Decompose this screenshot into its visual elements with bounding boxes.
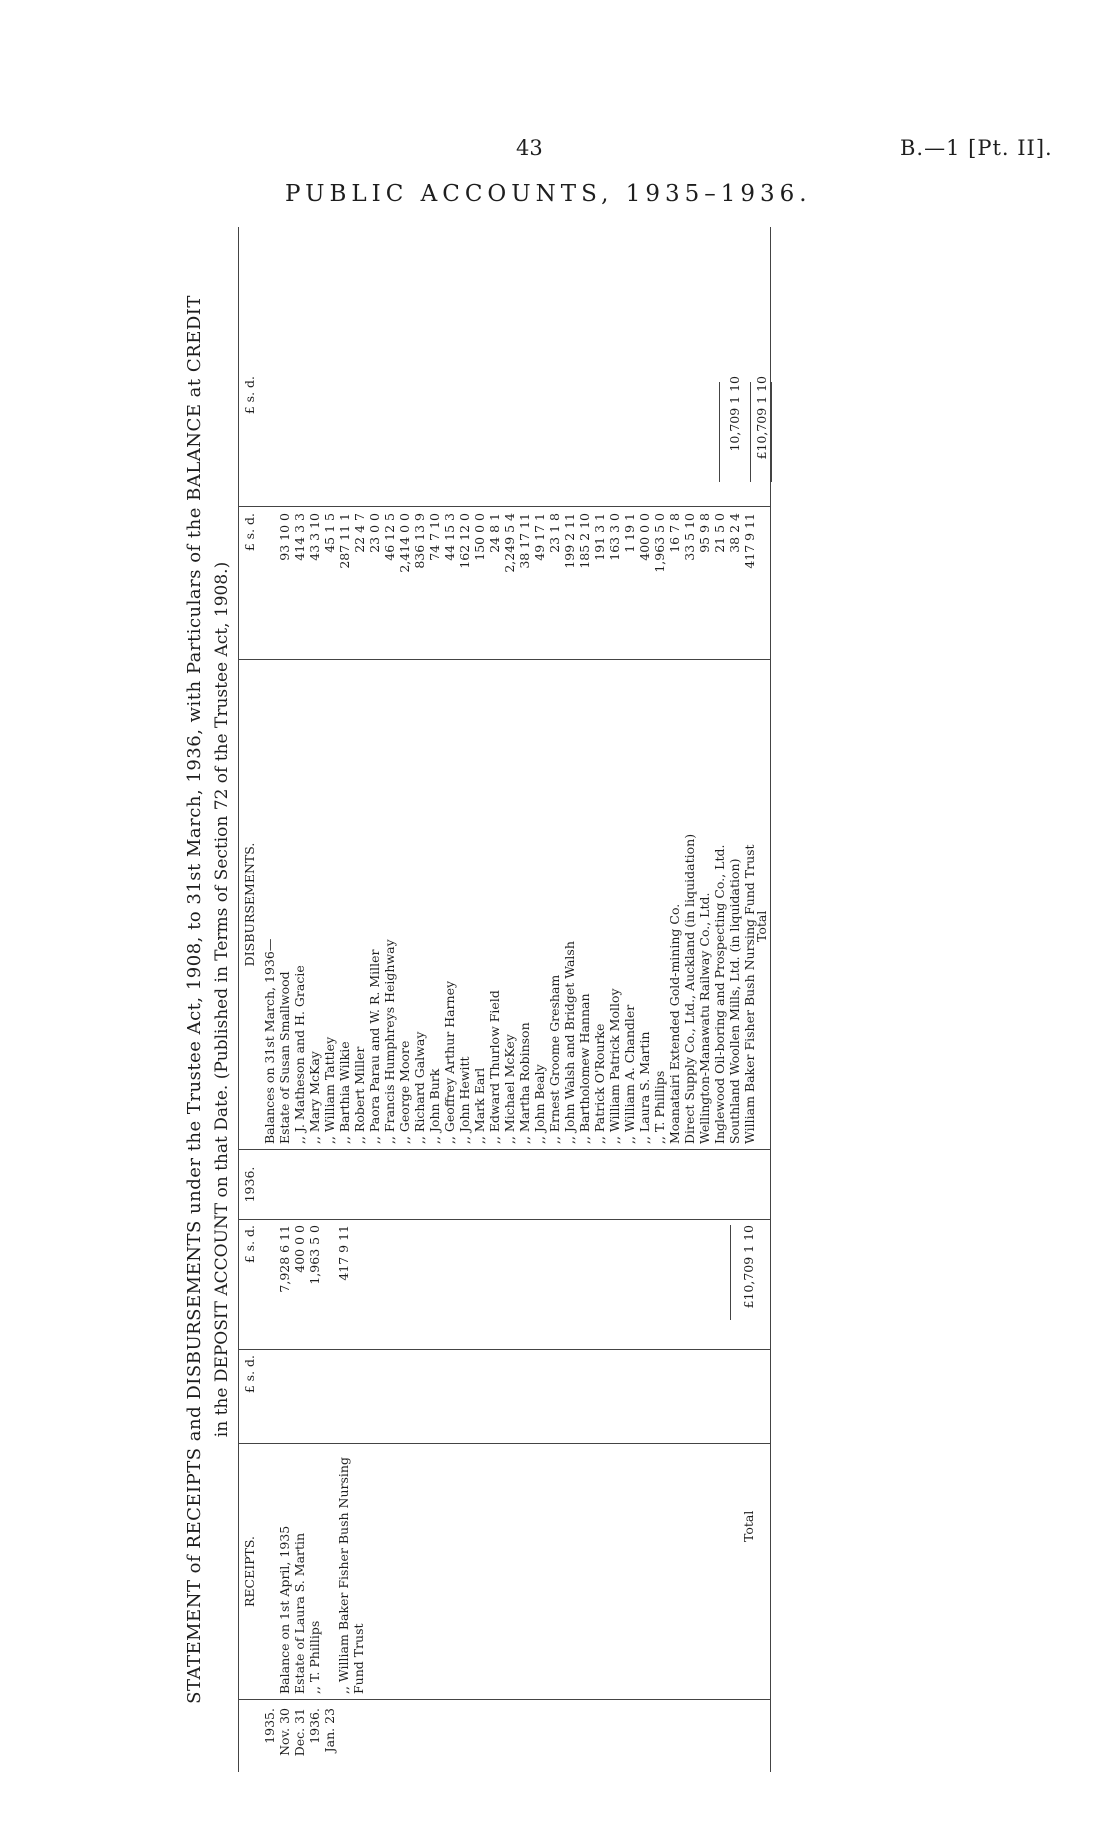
disb-text-column-rule <box>238 659 771 660</box>
disb-row-amount: 2,249 5 4 <box>502 513 517 573</box>
receipt-row-text: Balance on 1st April, 1935 <box>277 1525 292 1694</box>
disb-total-label: Total <box>754 910 769 942</box>
disb-items-header: £ s. d. <box>242 513 257 552</box>
statement-title-line2: in the DEPOSIT ACCOUNT on that Date. (Published in Terms of Section 72 of the Trustee Act, 1908.) <box>212 561 232 1438</box>
disb-row-name: ,, Robert Miller <box>352 1046 367 1144</box>
disb-row-name: Inglewood Oil-boring and Prospecting Co., Ltd. <box>712 844 727 1144</box>
disb-row-amount: 16 7 8 <box>667 513 682 553</box>
disb-row-name: ,, William Patrick Molloy <box>607 988 622 1144</box>
disb-row-amount: 45 1 5 <box>322 513 337 553</box>
receipts-heading: RECEIPTS. <box>242 1536 257 1608</box>
disb-row-amount: 185 2 10 <box>577 513 592 569</box>
disb-row-amount: 43 3 10 <box>307 513 322 561</box>
disbursements-heading: DISBURSEMENTS. <box>242 842 257 967</box>
disb-row-name: ,, William Tattley <box>322 1036 337 1144</box>
disb-row-name: ,, Laura S. Martin <box>637 1031 652 1144</box>
disb-row-name: Estate of Susan Smallwood <box>277 971 292 1144</box>
receipts-total-amount: £10,709 1 10 <box>741 1225 756 1309</box>
disb-row-amount: 49 17 1 <box>532 513 547 561</box>
disb-subtotal-rule <box>719 382 720 482</box>
disb-row-amount: 414 3 3 <box>292 513 307 561</box>
disb-row-name: ,, John Walsh and Bridget Walsh <box>562 941 577 1144</box>
disb-row-amount: 95 9 8 <box>697 513 712 553</box>
receipt-row-text: Estate of Laura S. Martin <box>292 1532 307 1694</box>
disb-row-name: Moanatairi Extended Gold-mining Co. <box>667 903 682 1144</box>
receipt-date-year-1936: 1936. <box>307 1708 322 1744</box>
disb-row-name: ,, Mark Earl <box>472 1067 487 1144</box>
page-number: 43 <box>516 136 543 160</box>
disb-row-name: Wellington-Manawatu Railway Co., Ltd. <box>697 892 712 1144</box>
disb-row-name: ,, Michael McKey <box>502 1034 517 1144</box>
disb-row-amount: 417 9 11 <box>742 513 757 569</box>
disb-row-amount: 33 5 10 <box>682 513 697 561</box>
disb-row-name: ,, Ernest Groome Gresham <box>547 974 562 1144</box>
disb-row-amount: 400 0 0 <box>637 513 652 561</box>
disb-row-amount: 46 12 5 <box>382 513 397 561</box>
disb-row-name: William Baker Fisher Bush Nursing Fund Trust <box>742 844 757 1144</box>
disb-row-amount: 38 2 4 <box>727 513 742 553</box>
statement-title-line1: STATEMENT of RECEIPTS and DISBURSEMENTS under the Trustee Act, 1908, to 31st March, 1936, with Particulars of the BALANCE at CREDIT <box>184 295 205 1704</box>
receipts-amount-column-rule <box>238 1349 771 1350</box>
receipt-row-amount: 417 9 11 <box>336 1225 351 1281</box>
disb-row-amount: 24 8 1 <box>487 513 502 553</box>
disb-row-amount: 836 13 9 <box>412 513 427 569</box>
receipts-total-label: Total <box>741 1510 756 1542</box>
disb-intro-line: Balances on 31st March, 1936— <box>262 938 277 1144</box>
receipt-row-amount: 7,928 6 11 <box>277 1225 292 1293</box>
disb-row-amount: 44 15 3 <box>442 513 457 561</box>
receipts-currency-header: £ s. d. <box>242 1355 257 1394</box>
disb-row-name: ,, Bartholomew Hannan <box>577 993 592 1144</box>
disb-row-name: ,, Geoffrey Arthur Harney <box>442 980 457 1144</box>
disb-row-name: ,, John Burk <box>427 1068 442 1144</box>
page-reference: B.—1 [Pt. II]. <box>900 136 1053 160</box>
disb-row-amount: 287 11 1 <box>337 513 352 569</box>
receipt-row-amount: 1,963 5 0 <box>307 1225 322 1285</box>
receipt-row-text: ,, William Baker Fisher Bush Nursing Fund Trust <box>336 1457 366 1694</box>
disb-row-name: Southland Woollen Mills, Ltd. (in liquidation) <box>727 858 742 1144</box>
receipt-date-jan-23: Jan. 23 <box>322 1708 337 1753</box>
disb-total-header: £ s. d. <box>242 376 257 415</box>
disb-row-name: ,, John Hewitt <box>457 1056 472 1144</box>
receipts-disbursements-divider <box>238 1219 771 1220</box>
receipts-amount-header: £ s. d. <box>242 1225 257 1264</box>
receipts-total-rule <box>730 1225 731 1320</box>
disb-row-name: ,, William A. Chandler <box>622 1004 637 1144</box>
disb-row-name: ,, Martha Robinson <box>517 1022 532 1144</box>
frame-top-rule <box>238 227 239 1772</box>
receipt-date-nov-30: Nov. 30 <box>277 1708 292 1756</box>
receipt-date-year-1935: 1935. <box>262 1708 277 1744</box>
disb-row-amount: 22 4 7 <box>352 513 367 553</box>
disb-row-name: ,, George Moore <box>397 1040 412 1144</box>
disb-row-amount: 199 2 11 <box>562 513 577 569</box>
disb-row-amount: 1,963 5 0 <box>652 513 667 573</box>
disb-year-column-rule <box>238 1149 771 1150</box>
disb-row-name: ,, J. Matheson and H. Gracie <box>292 965 307 1144</box>
page-title: PUBLIC ACCOUNTS, 1935–1936. <box>285 181 812 207</box>
disb-row-amount: 38 17 11 <box>517 513 532 569</box>
disb-row-name: ,, Patrick O'Rourke <box>592 1023 607 1144</box>
disb-row-amount: 21 5 0 <box>712 513 727 553</box>
disb-total-double-rule <box>770 382 772 482</box>
disb-row-amount: 23 1 8 <box>547 513 562 553</box>
disb-row-name: ,, Paora Parau and W. R. Miller <box>367 949 382 1144</box>
disb-total-amount: £10,709 1 10 <box>754 376 769 460</box>
disb-row-name: ,, Richard Galway <box>412 1031 427 1144</box>
disb-row-name: ,, John Bealy <box>532 1064 547 1144</box>
disb-row-amount: 93 10 0 <box>277 513 292 561</box>
receipt-row-amount: 400 0 0 <box>292 1225 307 1273</box>
disb-row-name: ,, Edward Thurlow Field <box>487 990 502 1144</box>
disb-row-name: ,, Mary McKay <box>307 1051 322 1144</box>
disb-row-name: ,, T. Phillips <box>652 1070 667 1144</box>
disb-row-amount: 74 7 10 <box>427 513 442 561</box>
rotated-statement <box>178 227 1114 1772</box>
disb-amount-column-rule <box>238 506 771 507</box>
disb-row-name: ,, Francis Humphreys Heighway <box>382 939 397 1144</box>
receipts-text-column-rule <box>238 1443 771 1444</box>
disb-row-amount: 23 0 0 <box>367 513 382 553</box>
receipts-date-column-rule <box>238 1699 771 1700</box>
receipt-date-dec-31: Dec. 31 <box>292 1708 307 1757</box>
disb-row-amount: 162 12 0 <box>457 513 472 569</box>
disbursements-year: 1936. <box>242 1166 257 1203</box>
disb-row-name: Direct Supply Co., Ltd., Auckland (in liquidation) <box>682 833 697 1144</box>
disb-row-amount: 2,414 0 0 <box>397 513 412 573</box>
receipt-row-text: ,, T. Phillips <box>307 1620 322 1694</box>
disb-row-amount: 150 0 0 <box>472 513 487 561</box>
disb-row-amount: 163 3 0 <box>607 513 622 561</box>
disb-row-name: ,, Barthia Wilkie <box>337 1041 352 1144</box>
disb-row-amount: 1 19 1 <box>622 513 637 553</box>
disb-balances-total: 10,709 1 10 <box>727 376 742 452</box>
disb-row-amount: 191 3 1 <box>592 513 607 561</box>
disb-total-rule <box>750 382 751 482</box>
